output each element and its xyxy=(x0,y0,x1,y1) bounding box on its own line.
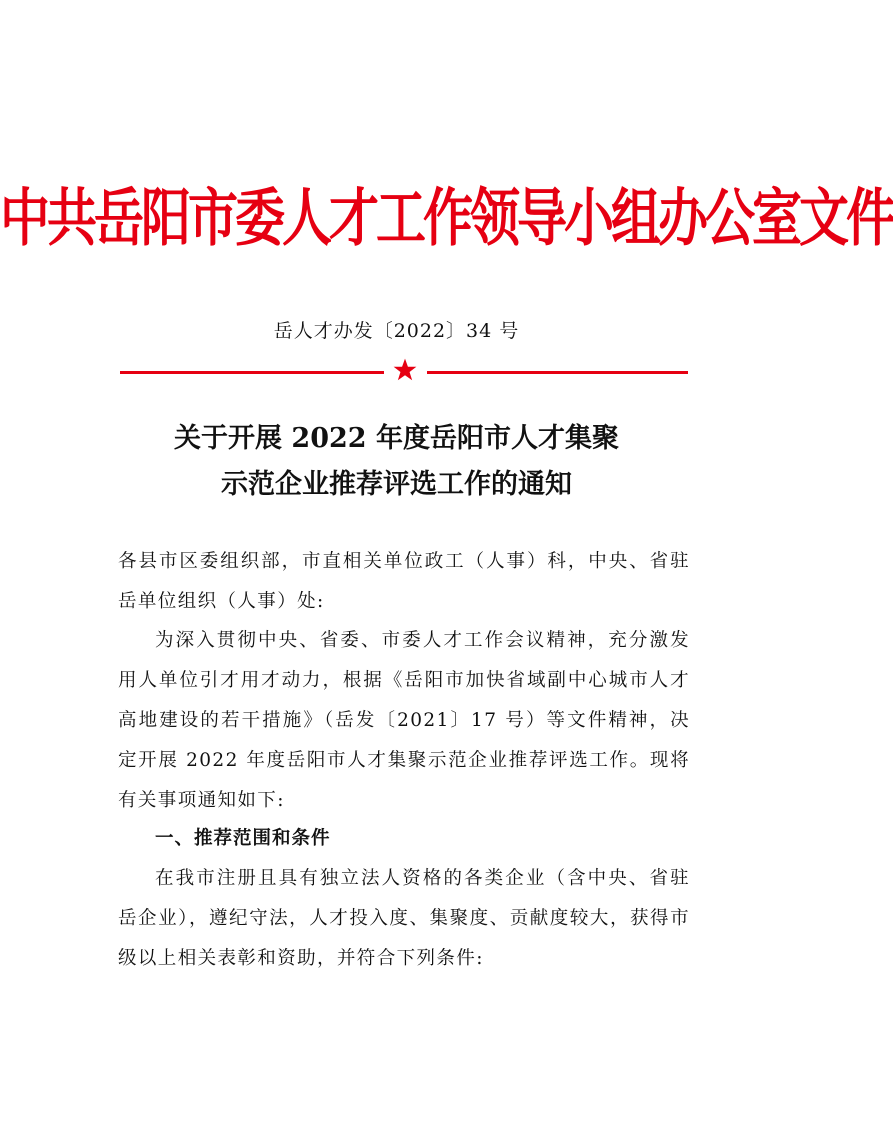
body-paragraph-scope: 在我市注册且具有独立法人资格的各类企业（含中央、省驻岳企业），遵纪守法，人才投入度、集聚度、贡献度较大，获得市级以上相关表彰和资助，并符合下列条件: xyxy=(118,868,690,969)
document-number: 岳人才办发〔2022〕34 号 xyxy=(273,320,520,342)
red-divider-right xyxy=(427,371,688,374)
star-icon xyxy=(392,357,418,383)
section-heading-scope: 一、推荐范围和条件 xyxy=(155,828,331,849)
notice-title-line-1: 关于开展 2022 年度岳阳市人才集聚 xyxy=(174,423,619,454)
notice-title-line-2: 示范企业推荐评选工作的通知 xyxy=(221,469,572,500)
salutation: 各县市区委组织部，市直相关单位政工（人事）科，中央、省驻岳单位组织（人事）处: xyxy=(118,551,690,612)
body-paragraph-intro: 为深入贯彻中央、省委、市委人才工作会议精神，充分激发用人单位引才用才动力，根据《岳阳市加快省域副中心城市人才高地建设的若干措施》（岳发〔2021〕17 号）等文件精神，决定开展 2022 年度岳阳市人才集聚示范企业推荐评选工作。现将有关事项通知如下: xyxy=(118,630,690,811)
red-divider-left xyxy=(120,371,384,374)
notice-title xyxy=(0,416,793,508)
issuing-office-header: 中共岳阳市委人才工作领导小组办公室文件 xyxy=(0,181,893,255)
